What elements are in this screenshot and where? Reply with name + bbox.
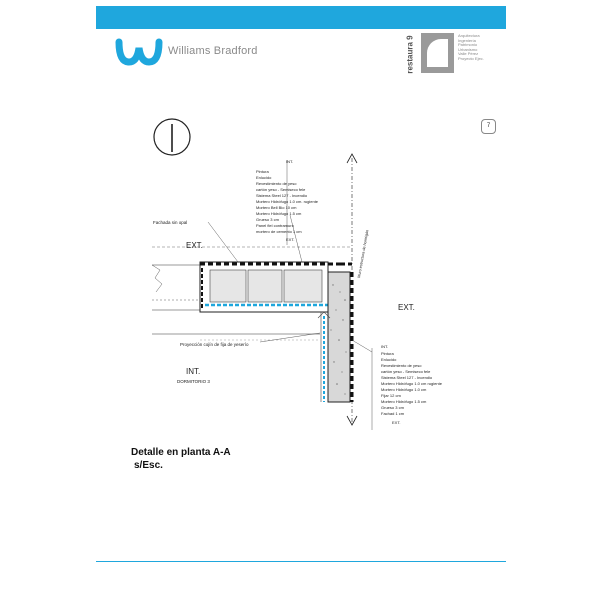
header-info: Arquitectura Ingeniería Patrimonio Urbanismo Valle Pérez Proyecto Ejec. [458,33,484,61]
svg-text:Sistema Steel 127 - Incendio: Sistema Steel 127 - Incendio [256,193,308,198]
svg-text:Fachad 1 cm: Fachad 1 cm [381,411,405,416]
svg-text:Fijar 12 cm: Fijar 12 cm [381,393,401,398]
floor-note: Proyección cojín de fija de yeserío [180,342,249,347]
int-label: INT. [186,367,201,376]
svg-text:Pintura: Pintura [256,169,269,174]
right-note-block [381,344,443,425]
svg-text:mortero de cemento 1 cm: mortero de cemento 1 cm [256,229,302,234]
svg-text:Mortero Hidrófugo 1.0 cm. rugi: Mortero Hidrófugo 1.0 cm. rugiente [256,199,319,204]
svg-text:Panel fiel contramuro: Panel fiel contramuro [256,223,294,228]
north-arrow-icon [154,119,190,155]
brand-name: Williams Bradford [168,45,258,57]
svg-text:EXT.: EXT. [286,237,295,242]
svg-text:INT.: INT. [286,159,294,164]
svg-text:Sistema Steel 127 - Incendio: Sistema Steel 127 - Incendio [381,375,433,380]
wall-note: Muro estructura de hormigón [357,229,370,279]
svg-text:Mortero Hidrófugo 1.0 cm: Mortero Hidrófugo 1.0 cm [381,387,427,392]
room-label: DORMITORIO 3 [177,379,210,384]
svg-text:Enlucido: Enlucido [381,357,397,362]
svg-text:Mortero Hidrófugo 1.5 cm: Mortero Hidrófugo 1.5 cm [381,399,427,404]
svg-text:Grueso 3 cm: Grueso 3 cm [256,217,279,222]
vertical-logo: restaura 9 [405,35,415,74]
svg-text:Grueso 3 cm: Grueso 3 cm [381,405,404,410]
svg-text:Pintura: Pintura [381,351,394,356]
fachada-label: Fachada sin opal [153,220,188,225]
page-number-badge: 7 [481,119,496,134]
svg-text:Revestimiento de yeso: Revestimiento de yeso [256,181,297,186]
top-note-block [256,159,319,242]
svg-text:Enlucido: Enlucido [256,175,272,180]
svg-text:Mortero Hidrófugo 1.5 cm: Mortero Hidrófugo 1.5 cm [256,211,302,216]
footer-line [96,561,506,562]
svg-text:cartón yeso - Semiseco fele: cartón yeso - Semiseco fele [256,187,306,192]
drawing-title: Detalle en planta A-A s/Esc. [131,447,231,471]
horizontal-wall [152,262,340,312]
svg-text:Revestimiento de yeso: Revestimiento de yeso [381,363,422,368]
ext-left-label: EXT. [186,241,203,250]
svg-text:Mortero Hidrófugo 1.0 cm rugie: Mortero Hidrófugo 1.0 cm rugiente [381,381,442,386]
svg-text:EXT.: EXT. [392,420,401,425]
svg-text:Mortero Bell Bio 10 cm: Mortero Bell Bio 10 cm [256,205,297,210]
ext-right-label: EXT. [398,303,415,312]
svg-text:INT.: INT. [381,344,389,349]
svg-text:cartón yeso - Semiseco fele: cartón yeso - Semiseco fele [381,369,431,374]
